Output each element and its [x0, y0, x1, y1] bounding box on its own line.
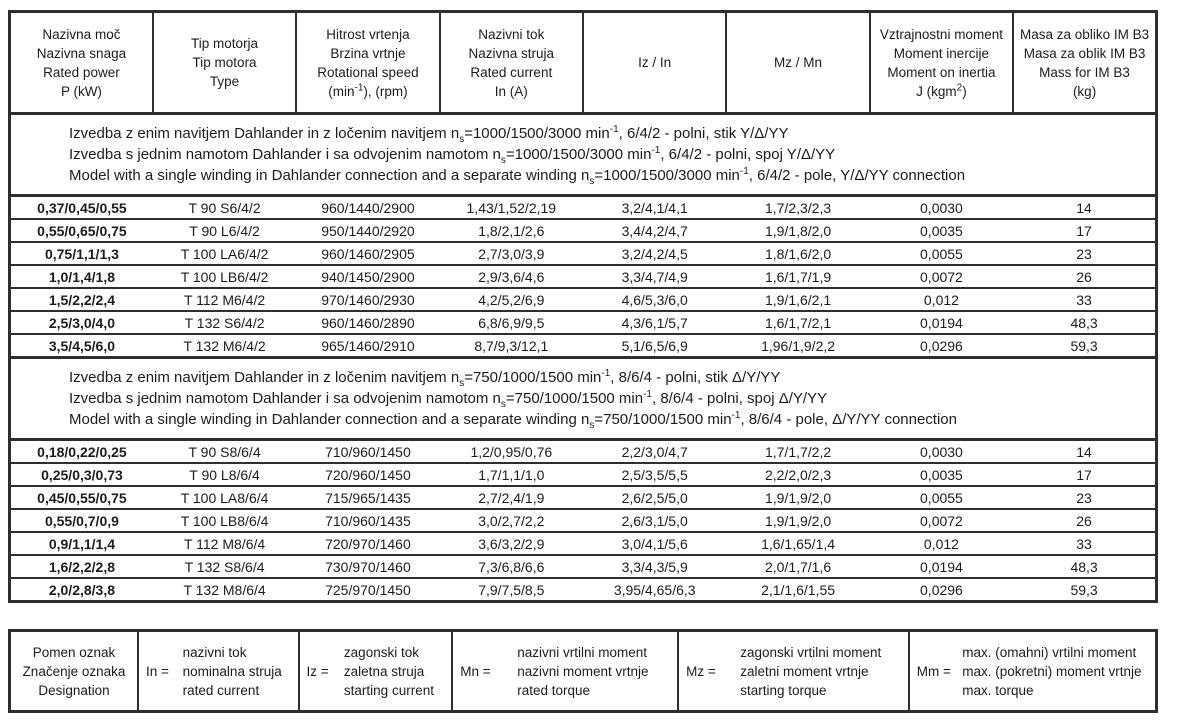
data-cell: 0,0055	[870, 486, 1013, 509]
header-line: Moment on inertia	[887, 64, 996, 80]
section-heading-row-2	[10, 358, 1157, 440]
legend-lines-wrap	[951, 643, 1153, 700]
data-cell: T 112 M6/4/2	[153, 288, 296, 311]
table-row	[10, 242, 1157, 265]
table-row	[10, 463, 1157, 486]
data-cell: 1,9/1,8/2,0	[726, 219, 869, 242]
data-cell: T 90 L6/4/2	[153, 219, 296, 242]
data-cell: 965/1460/2910	[296, 334, 439, 358]
data-cell: 0,0035	[870, 219, 1013, 242]
legend-item	[302, 643, 450, 700]
data-cell: 0,0030	[870, 440, 1013, 464]
data-cell: 1,7/1,1/1,0	[440, 463, 583, 486]
data-cell: 970/1460/2930	[296, 288, 439, 311]
legend-lines-wrap	[491, 643, 676, 700]
section-heading	[10, 358, 1157, 440]
data-cell: 7,3/6,8/6,6	[440, 555, 583, 578]
legend-symbol: Iz =	[306, 663, 329, 679]
header-cell-6	[726, 12, 869, 114]
table-row	[10, 311, 1157, 334]
legend-lines-wrap	[716, 643, 906, 700]
header-cell-4	[440, 12, 583, 114]
data-cell: 725/970/1450	[296, 578, 439, 602]
data-cell: T 90 S6/4/2	[153, 196, 296, 220]
legend-lines	[962, 643, 1141, 700]
data-cell: 2,5/3,5/5,5	[583, 463, 726, 486]
data-cell: 0,0072	[870, 265, 1013, 288]
data-cell: 3,95/4,65/6,3	[583, 578, 726, 602]
data-cell: 2,0/1,7/1,6	[726, 555, 869, 578]
data-cell: 0,0296	[870, 578, 1013, 602]
header-cell-7	[870, 12, 1013, 114]
legend-lines	[740, 643, 881, 700]
legend-line: max. (omahni) vrtilni moment	[962, 644, 1137, 660]
data-cell: 1,6/2,2/2,8	[10, 555, 153, 578]
header-line: Nazivna snaga	[36, 45, 127, 61]
legend-symbol: In =	[145, 663, 169, 679]
data-cell: 0,0072	[870, 509, 1013, 532]
data-cell: 0,0030	[870, 196, 1013, 220]
data-cell: T 132 S8/6/4	[153, 555, 296, 578]
header-line: Moment inercije	[893, 45, 990, 61]
data-cell: 730/970/1460	[296, 555, 439, 578]
data-cell: 0,0194	[870, 311, 1013, 334]
data-cell: 1,2/0,95/0,76	[440, 440, 583, 464]
data-cell: 3,5/4,5/6,0	[10, 334, 153, 358]
header-line: Tip motora	[192, 55, 257, 70]
data-cell: 0,9/1,1/1,4	[10, 532, 153, 555]
legend-symbol: Mm =	[916, 663, 951, 679]
data-cell: 1,9/1,9/2,0	[726, 509, 869, 532]
data-cell: 17	[1013, 463, 1156, 486]
header-line: P (kW)	[60, 83, 102, 99]
data-cell: 960/1460/2905	[296, 242, 439, 265]
data-cell: 1,6/1,7/2,1	[726, 311, 869, 334]
table-header	[10, 12, 1157, 114]
data-cell: 720/960/1450	[296, 463, 439, 486]
data-cell: 1,6/1,65/1,4	[726, 532, 869, 555]
legend-lines-wrap	[169, 643, 296, 700]
header-line: Tip motorja	[191, 36, 259, 51]
header-line: Mz / Mn	[774, 55, 823, 70]
legend-line: rated current	[182, 682, 260, 698]
data-cell: 2,7/2,4/1,9	[440, 486, 583, 509]
legend-lines	[344, 643, 434, 700]
legend-symbol: Mn =	[460, 663, 491, 679]
data-cell: 960/1460/2890	[296, 311, 439, 334]
data-cell: 6,8/6,9/9,5	[440, 311, 583, 334]
table-row	[10, 578, 1157, 602]
legend-lines-wrap	[329, 643, 450, 700]
table-row	[10, 334, 1157, 358]
data-cell: T 100 LA6/4/2	[153, 242, 296, 265]
legend-table	[8, 629, 1158, 713]
data-cell: 1,6/1,7/1,9	[726, 265, 869, 288]
header-cell-2	[153, 12, 296, 114]
data-cell: T 132 M8/6/4	[153, 578, 296, 602]
data-cell: 960/1440/2900	[296, 196, 439, 220]
legend-item	[912, 643, 1153, 700]
header-line: Brzina vrtnje	[330, 45, 406, 61]
legend-cell	[299, 631, 453, 712]
data-cell: 4,2/5,2/6,9	[440, 288, 583, 311]
data-cell: 2,6/2,5/5,0	[583, 486, 726, 509]
data-cell: T 132 M6/4/2	[153, 334, 296, 358]
legend-line: max. torque	[962, 682, 1034, 698]
data-cell: 3,3/4,7/4,9	[583, 265, 726, 288]
motor-data-table	[8, 10, 1158, 603]
data-cell: 1,7/2,3/2,3	[726, 196, 869, 220]
data-cell: 0,75/1,1/1,3	[10, 242, 153, 265]
data-cell: 710/960/1450	[296, 440, 439, 464]
header-line: Rated power	[43, 64, 120, 80]
header-line: Masa za obliko IM B3	[1020, 26, 1150, 42]
legend-line: nazivni vrtilni moment	[517, 644, 648, 660]
data-cell: 33	[1013, 532, 1156, 555]
header-line: J (kgm$^2$)	[916, 82, 967, 99]
header-line: Masa za oblik IM B3	[1023, 45, 1146, 61]
legend-line: zaletna struja	[343, 663, 425, 679]
section-heading-line: Model with a single winding in Dahlander connection and a separate winding $n_s=1000/1500/3000$ $\min^{-1}$, 6/4/2 - pole, Y/Δ/YY connection	[69, 166, 966, 187]
data-cell: 0,37/0,45/0,55	[10, 196, 153, 220]
legend-line: max. (pokretni) moment vrtnje	[962, 663, 1142, 679]
legend-line: nazivni tok	[182, 644, 247, 660]
header-line: Vztrajnostni moment	[879, 26, 1003, 42]
data-cell: 1,8/2,1/2,6	[440, 219, 583, 242]
legend-lines	[517, 643, 648, 700]
data-cell: T 90 L8/6/4	[153, 463, 296, 486]
legend-line: zagonski tok	[343, 644, 419, 660]
legend-cell	[678, 631, 909, 712]
data-cell: 2,9/3,6/4,6	[440, 265, 583, 288]
legend-line: starting current	[343, 682, 434, 698]
data-cell: 5,1/6,5/6,9	[583, 334, 726, 358]
header-line: (kg)	[1072, 83, 1097, 99]
legend-designation-cell	[10, 631, 138, 712]
data-cell: T 100 LB8/6/4	[153, 509, 296, 532]
header-line: In (A)	[494, 83, 528, 99]
header-line: Rotational speed	[317, 64, 419, 80]
data-cell: 3,4/4,2/4,7	[583, 219, 726, 242]
section-heading-line: Izvedba z enim navitjem Dahlander in z ločenim navitjem $n_s=750/1000/1500$ $\min^{-1}$, 8/6/4 - polni, stik Δ/Y/YY	[69, 368, 781, 389]
table-row	[10, 219, 1157, 242]
table-row	[10, 440, 1157, 464]
data-cell: T 100 LA8/6/4	[153, 486, 296, 509]
legend-item	[455, 643, 675, 700]
table-row	[10, 265, 1157, 288]
data-cell: 0,45/0,55/0,75	[10, 486, 153, 509]
data-cell: 1,8/1,6/2,0	[726, 242, 869, 265]
data-cell: 0,0296	[870, 334, 1013, 358]
data-cell: 950/1440/2920	[296, 219, 439, 242]
header-line: Nazivna moč	[42, 26, 121, 42]
table-row	[10, 288, 1157, 311]
data-cell: 59,3	[1013, 578, 1156, 602]
legend-line: Značenje oznaka	[22, 663, 126, 679]
data-cell: 1,9/1,9/2,0	[726, 486, 869, 509]
section-heading-row-1	[10, 114, 1157, 196]
data-cell: 3,0/2,7/2,2	[440, 509, 583, 532]
section-heading-line: Izvedba z enim navitjem Dahlander in z ločenim navitjem $n_s=1000/1500/3000$ $\min^{-1}$, 6/4/2 - polni, stik Y/Δ/YY	[69, 124, 789, 145]
header-line: Nazivna struja	[468, 45, 555, 61]
legend-line: rated torque	[517, 682, 591, 698]
section-heading-line: Model with a single winding in Dahlander connection and a separate winding $n_s=750/1000/1500$ $\min^{-1}$, 8/6/4 - pole, Δ/Y/YY connection	[69, 410, 957, 431]
data-cell: 1,96/1,9/2,2	[726, 334, 869, 358]
data-cell: 0,0194	[870, 555, 1013, 578]
header-cell-3	[296, 12, 439, 114]
data-cell: 1,5/2,2/2,4	[10, 288, 153, 311]
legend-item	[681, 643, 906, 700]
legend-line: Pomen oznak	[32, 644, 116, 660]
header-cell-1	[10, 12, 153, 114]
data-cell: 4,3/6,1/5,7	[583, 311, 726, 334]
data-cell: 1,0/1,4/1,8	[10, 265, 153, 288]
data-cell: 23	[1013, 486, 1156, 509]
header-line: $(\min^{-1})$, (rpm)	[328, 82, 408, 99]
data-cell: 23	[1013, 242, 1156, 265]
data-cell: 0,18/0,22/0,25	[10, 440, 153, 464]
header-line: Nazivni tok	[478, 26, 545, 42]
legend-cell	[909, 631, 1157, 712]
data-cell: 14	[1013, 440, 1156, 464]
legend-line: zagonski vrtilni moment	[740, 644, 882, 660]
data-cell: 26	[1013, 509, 1156, 532]
data-cell: 0,012	[870, 532, 1013, 555]
data-cell: 710/960/1435	[296, 509, 439, 532]
data-cell: 14	[1013, 196, 1156, 220]
data-cell: 1,9/1,6/2,1	[726, 288, 869, 311]
data-cell: 715/965/1435	[296, 486, 439, 509]
table-row	[10, 486, 1157, 509]
data-cell: 59,3	[1013, 334, 1156, 358]
data-cell: 33	[1013, 288, 1156, 311]
legend-line: starting torque	[740, 682, 827, 698]
data-cell: 3,3/4,3/5,9	[583, 555, 726, 578]
legend-lines	[183, 643, 282, 700]
data-cell: 3,6/3,2/2,9	[440, 532, 583, 555]
legend-cell	[452, 631, 678, 712]
header-line: Rated current	[470, 64, 553, 80]
data-cell: T 132 S6/4/2	[153, 311, 296, 334]
header-cell-8	[1013, 12, 1156, 114]
legend-line: nazivni moment vrtnje	[517, 663, 649, 679]
data-cell: 0,55/0,65/0,75	[10, 219, 153, 242]
table-row	[10, 532, 1157, 555]
legend-symbol: Mz =	[686, 663, 716, 679]
data-cell: 17	[1013, 219, 1156, 242]
table-row	[10, 555, 1157, 578]
legend-item	[141, 643, 296, 700]
header-line: Hitrost vrtenja	[326, 26, 410, 42]
data-cell: 3,2/4,1/4,1	[583, 196, 726, 220]
data-cell: 1,7/1,7/2,2	[726, 440, 869, 464]
data-cell: 3,2/4,2/4,5	[583, 242, 726, 265]
data-cell: 2,1/1,6/1,55	[726, 578, 869, 602]
data-cell: T 90 S8/6/4	[153, 440, 296, 464]
legend-line: Designation	[38, 682, 110, 698]
data-cell: 0,012	[870, 288, 1013, 311]
data-cell: 2,6/3,1/5,0	[583, 509, 726, 532]
data-cell: 2,2/2,0/2,3	[726, 463, 869, 486]
header-line: Mass for IM B3	[1039, 64, 1130, 80]
section-heading	[10, 114, 1157, 196]
data-cell: 4,6/5,3/6,0	[583, 288, 726, 311]
header-line: Type	[209, 74, 240, 89]
data-cell: 26	[1013, 265, 1156, 288]
data-cell: 0,0055	[870, 242, 1013, 265]
data-cell: 2,7/3,0/3,9	[440, 242, 583, 265]
header-line: Iz / In	[638, 55, 672, 70]
table-row	[10, 196, 1157, 220]
data-cell: 48,3	[1013, 555, 1156, 578]
data-cell: 0,25/0,3/0,73	[10, 463, 153, 486]
section-heading-line: Izvedba s jednim namotom Dahlander i sa odvojenim namotom $n_s=1000/1500/3000$ $\min^{-1}$, 6/4/2 - polni, spoj Y/Δ/YY	[69, 145, 836, 166]
legend-line: nominalna struja	[182, 663, 282, 679]
data-cell: 7,9/7,5/8,5	[440, 578, 583, 602]
table-row	[10, 509, 1157, 532]
data-cell: 48,3	[1013, 311, 1156, 334]
data-cell: 2,2/3,0/4,7	[583, 440, 726, 464]
data-cell: 940/1450/2900	[296, 265, 439, 288]
data-cell: T 100 LB6/4/2	[153, 265, 296, 288]
legend-line: zaletni moment vrtnje	[740, 663, 869, 679]
section-heading-line: Izvedba s jednim namotom Dahlander i sa odvojenim namotom $n_s=750/1000/1500$ $\min^{-1}$, 8/6/4 - polni, spoj Δ/Y/YY	[69, 389, 828, 410]
data-cell: T 112 M8/6/4	[153, 532, 296, 555]
legend-cell	[138, 631, 299, 712]
data-cell: 2,5/3,0/4,0	[10, 311, 153, 334]
header-cell-5	[583, 12, 726, 114]
data-cell: 0,55/0,7/0,9	[10, 509, 153, 532]
data-cell: 2,0/2,8/3,8	[10, 578, 153, 602]
data-cell: 720/970/1460	[296, 532, 439, 555]
data-cell: 1,43/1,52/2,19	[440, 196, 583, 220]
data-cell: 0,0035	[870, 463, 1013, 486]
data-cell: 8,7/9,3/12,1	[440, 334, 583, 358]
data-cell: 3,0/4,1/5,6	[583, 532, 726, 555]
